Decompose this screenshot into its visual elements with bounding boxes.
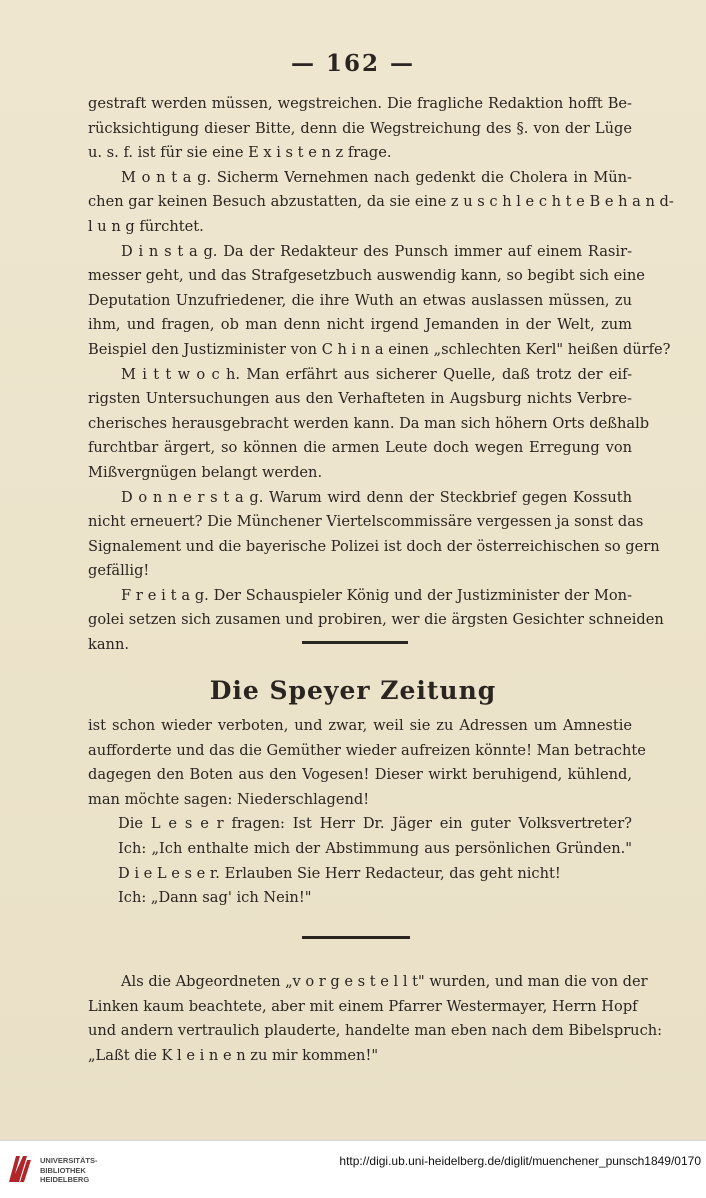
section-divider [302, 936, 410, 939]
text-line: golei setzen sich zusamen und probiren, wer die ärgsten Gesichter schneiden [88, 611, 664, 629]
weekday-section [88, 92, 674, 658]
text-line: ihm, und fragen, ob man denn nicht irgend Jemanden in der Welt, zum [88, 316, 632, 334]
paragraph-dinstag [88, 240, 671, 363]
logo-line: HEIDELBERG [40, 1175, 90, 1184]
paragraph-freitag [88, 584, 664, 658]
text-line: rigsten Untersuchungen aus den Verhafteten in Augsburg nichts Verbre- [88, 390, 632, 408]
text-line: rücksichtigung dieser Bitte, denn die Wegstreichung des §. von der Lüge [88, 119, 632, 137]
text-line: nicht erneuert? Die Münchener Viertelscommissäre vergessen ja sonst das [88, 513, 644, 531]
section-heading: Die Speyer Zeitung [209, 676, 497, 705]
library-logo-icon [6, 1152, 36, 1186]
paragraph-intro [88, 92, 632, 166]
dialogue-line: D i e L e s e r. Erlauben Sie Herr Redacteur, das geht nicht! [118, 864, 561, 882]
text-line: messer geht, und das Strafgesetzbuch auswendig kann, so begibt sich eine [88, 267, 645, 285]
footer-bar [0, 1140, 706, 1198]
text-line: Als die Abgeordneten „v o r g e s t e l l t" wurden, und man die von der [121, 973, 648, 990]
text-line: Mißvergnügen belangt werden. [88, 463, 323, 481]
text-line: gefällig! [88, 562, 150, 580]
dialogue-line: Die L e s e r fragen: Ist Herr Dr. Jäger ein guter Volksvertreter? [118, 815, 632, 833]
text-line: l u n g fürchtet. [88, 217, 204, 235]
text-line: M i t t w o c h. Man erfährt aus sicherer Quelle, daß trotz der eif- [121, 365, 632, 383]
text-line: Signalement und die bayerische Polizei ist doch der österreichischen so gern [88, 537, 660, 555]
paragraph-mittwoch [88, 363, 650, 486]
text-line: dagegen den Boten aus den Vogesen! Dieser wirkt beruhigend, kühlend, [88, 766, 632, 784]
paragraph-donnerstag [88, 486, 660, 584]
library-logo-text [40, 1156, 130, 1185]
logo-line: UNIVERSITÄTS- [40, 1156, 98, 1165]
speyer-section [88, 714, 646, 911]
dialogue [88, 812, 632, 910]
text-line: F r e i t a g. Der Schauspieler König und der Justizminister der Mon- [121, 586, 632, 604]
text-line: u. s. f. ist für sie eine E x i s t e n z frage. [88, 144, 392, 162]
text-line: kann. [88, 636, 129, 654]
text-line: D o n n e r s t a g. Warum wird denn der Steckbrief gegen Kossuth [121, 488, 632, 506]
dialogue-line: Ich: „Ich enthalte mich der Abstimmung aus persönlichen Gründen." [118, 839, 632, 857]
text-line: cherisches herausgebracht werden kann. Da man sich höhern Orts deßhalb [88, 414, 650, 432]
text-line: Linken kaum beachtete, aber mit einem Pfarrer Westermayer, Herrn Hopf [88, 997, 638, 1015]
paragraph-abgeordnete [88, 970, 663, 1068]
text-line: man möchte sagen: Niederschlagend! [88, 790, 370, 808]
section-divider [302, 641, 408, 644]
dialogue-line: Ich: „Dann sag' ich Nein!" [118, 889, 312, 907]
text-line: chen gar keinen Besuch abzustatten, da sie eine z u s c h l e c h t e B e h a n d- [88, 193, 674, 211]
logo-line: BIBLIOTHEK [40, 1165, 86, 1175]
text-line: Deputation Unzufriedener, die ihre Wuth an etwas auslassen müssen, zu [88, 291, 632, 309]
text-line: M o n t a g. Sicherm Vernehmen nach gedenkt die Cholera in Mün- [121, 168, 632, 186]
text-line: gestraft werden müssen, wegstreichen. Die fragliche Redaktion hofft Be- [88, 95, 632, 112]
text-line: „Laßt die K l e i n e n zu mir kommen!" [88, 1046, 379, 1064]
text-line: D i n s t a g. Da der Redakteur des Punsch immer auf einem Rasir- [121, 242, 632, 260]
text-line: ist schon wieder verboten, und zwar, weil sie zu Adressen um Amnestie [88, 717, 632, 734]
paragraph-montag [88, 166, 674, 240]
text-line: und andern vertraulich plauderte, handelte man eben nach dem Bibelspruch: [88, 1022, 663, 1040]
page-number: — 162 — [290, 50, 416, 77]
source-url-link[interactable]: http://digi.ub.uni-heidelberg.de/diglit/muenchener_punsch1849/0170 [339, 1154, 701, 1168]
text-line: aufforderte und das die Gemüther wieder aufreizen könnte! Man betrachte [88, 741, 646, 759]
text-line: furchtbar ärgert, so können die armen Leute doch wegen Erregung von [88, 439, 632, 457]
paragraph-speyer [88, 714, 646, 812]
abgeordnete-section [88, 970, 663, 1068]
text-line: Beispiel den Justizminister von C h i n a einen „schlechten Kerl" heißen dürfe? [88, 340, 671, 358]
